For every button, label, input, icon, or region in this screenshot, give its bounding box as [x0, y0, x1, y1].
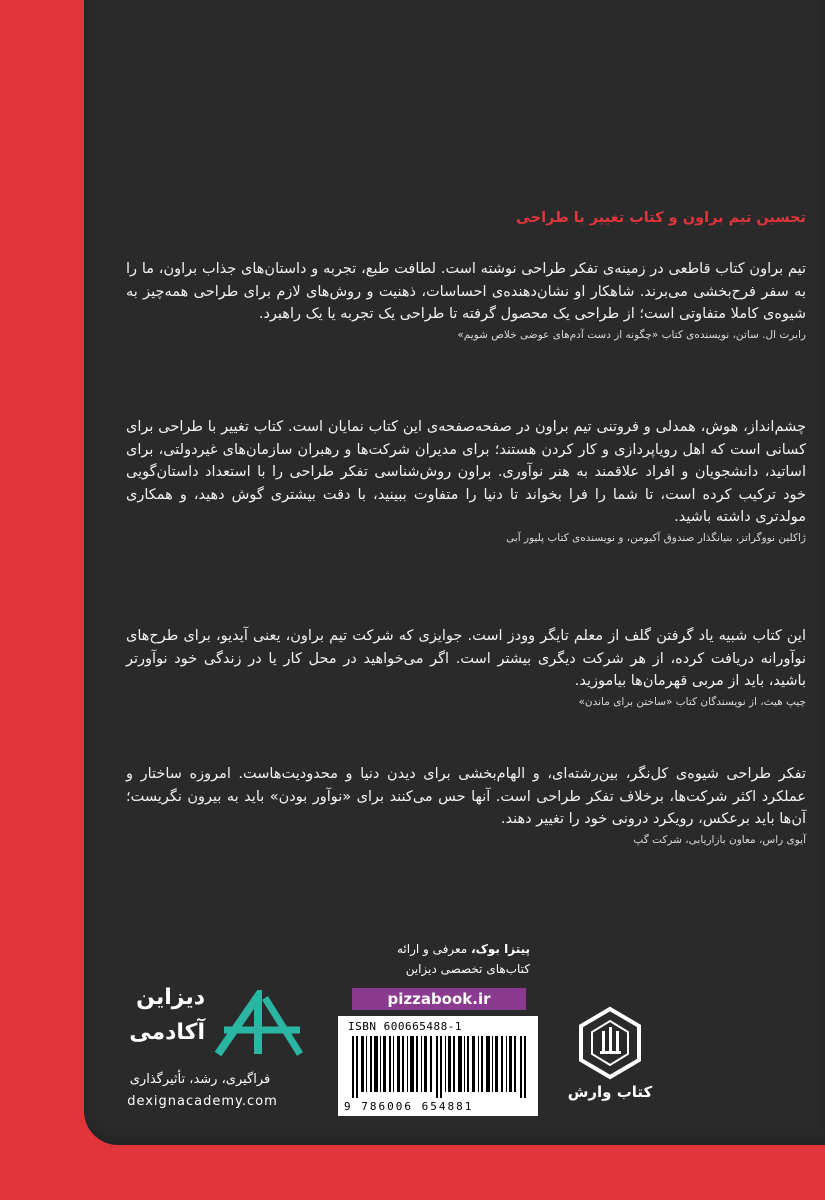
section-heading: تحسین تیم براون و کتاب تغییر با طراحی — [515, 210, 806, 226]
review-text: تیم براون کتاب قاطعی در زمینه‌ی تفکر طراحی نوشته است. لطافت طبع، تجربه و داستان‌های جذاب براون، ما را به سفر فرح‌بخشی می‌برند. شاهکار او نشان‌دهنده‌ی احساسات، ذهنیت و روش‌های لازم برای طراحی همه‌چیز به شیوه‌ی کاملا متفاوتی است؛ از طراحی یک محصول گرفته تا طراحی یک تجربه یا یک راهبرد. — [126, 261, 806, 322]
pizzabook-line-rest: معرفی و ارائه — [397, 942, 472, 956]
review-3 — [126, 625, 806, 708]
review-attribution: چیپ هیث، از نویسندگان کتاب «ساختن برای ماندن» — [578, 695, 806, 708]
design-academy-word1: دیزاین — [136, 985, 205, 1010]
pizzabook-line — [340, 942, 530, 956]
review-2 — [126, 416, 806, 544]
barcode-bars — [352, 1036, 527, 1098]
review-attribution: رابرت ال. ساتن، نویسنده‌ی کتاب «چگونه از دست آدم‌های عوضی خلاص شویم» — [457, 328, 806, 341]
design-academy-word2: آکادمی — [129, 1020, 205, 1045]
review-text: چشم‌انداز، هوش، همدلی و فروتنی تیم براون در صفحه‌صفحه‌ی این کتاب نمایان است. کتاب تغییر با طراحی برای کسانی است که اهل رویاپردازی و کار کردن هستند؛ برای مدیران شرکت‌ها و رهبران سازمان‌های غیردولتی، برای اساتید، دانشجویان و افراد علاقمند به هنر نوآوری. براون روش‌شناسی تفکر طراحی را با استعداد داستان‌گویی خود ترکیب کرده است، تا شما را فرا بخواند تا دنیا را متفاوت ببینید، با دقت بیشتری گوش دهید، و همکاری مولدتری داشته باشید. — [126, 419, 806, 525]
pizzabook-subline: کتاب‌های تخصصی دیزاین — [405, 962, 530, 976]
publisher-name: کتاب وارش — [567, 1083, 653, 1101]
pizzabook-brand: پیتزا بوک، — [471, 942, 530, 956]
review-attribution: ژاکلین نووگراتز، بنیانگذار صندوق آکیومن، و نویسنده‌ی کتاب پلیور آبی — [506, 531, 806, 544]
design-academy-tagline: فراگیری، رشد، تأثیرگذاری — [129, 1072, 271, 1087]
design-academy-logo-icon — [210, 990, 305, 1058]
review-text: تفکر طراحی شیوه‌ی کل‌نگر، بین‌رشته‌ای، و الهام‌بخشی برای دیدن دنیا و محدودیت‌هاست. امروزه ساختار و عملکرد اکثر شرکت‌ها، برخلاف تفکر طراحی است. آنها حس می‌کنند برای «نوآور بودن» باید به بیرون نگریست؛ آن‌ها باید برعکس، رویکرد درونی خود را تغییر دهند. — [126, 766, 806, 827]
pizzabook-url: pizzabook.ir — [352, 988, 526, 1010]
ean-digits: 9 786006 654881 — [344, 1100, 474, 1113]
isbn-label: ISBN 600665488-1 — [348, 1020, 462, 1033]
review-text: این کتاب شبیه یاد گرفتن گلف از معلم تایگر وودز است. جوایزی که شرکت تیم براون، یعنی آیدیو، برای طرح‌های نوآورانه دریافت کرده، از هر شرکت دیگری بیشتر است. اگر می‌خواهید در محل کار یا در زندگی خود نوآورتر باشید، باید از مربی قهرمان‌ها بیاموزید. — [126, 628, 806, 689]
review-4 — [126, 763, 806, 846]
design-academy-url: dexignacademy.com — [127, 1094, 278, 1109]
review-attribution: آیوی راس، معاون بازاریابی، شرکت گپ — [633, 833, 806, 846]
isbn-barcode — [338, 1016, 538, 1116]
review-1 — [126, 258, 806, 341]
